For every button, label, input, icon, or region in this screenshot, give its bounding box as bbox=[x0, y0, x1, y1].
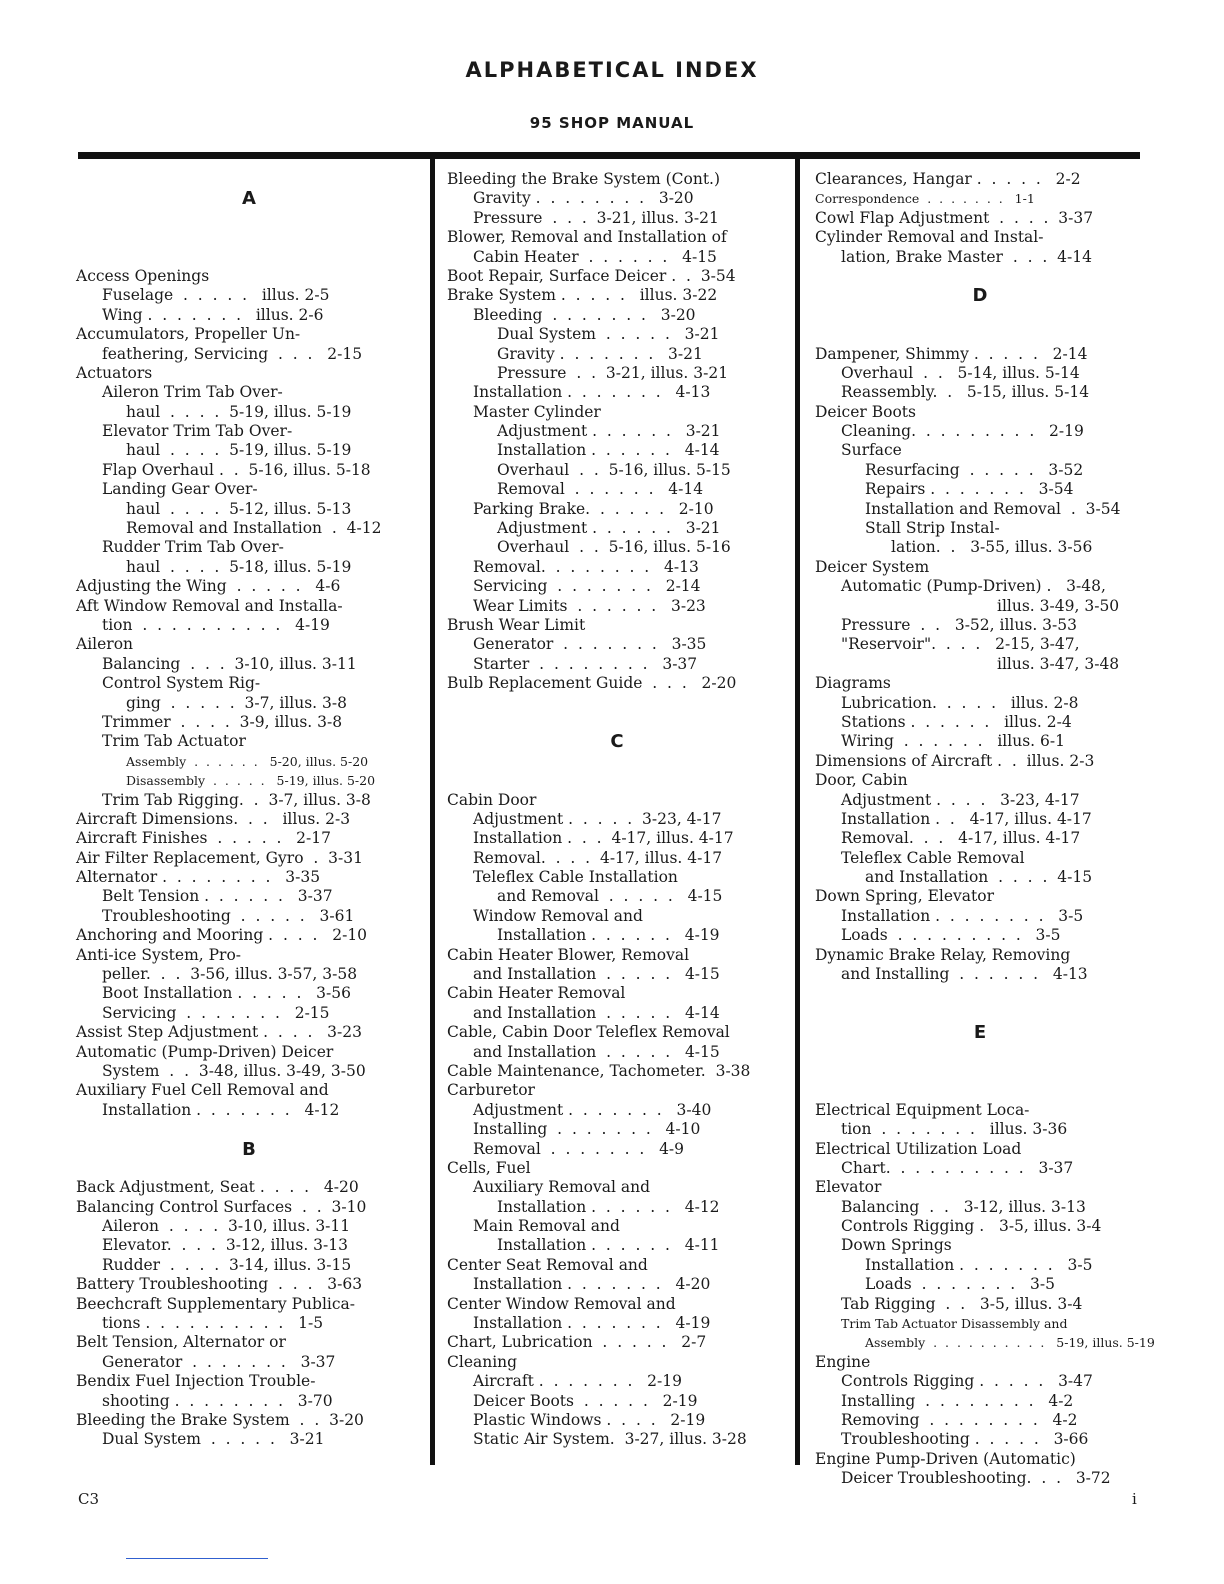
blank-line bbox=[76, 209, 422, 228]
index-subentry: Disassembly . . . . . 5-19, illus. 5-20 bbox=[126, 773, 376, 789]
index-subentry: Landing Gear Over- bbox=[102, 480, 258, 499]
index-subentry: and Installation . . . . . 4-14 bbox=[473, 1003, 720, 1022]
index-subentry: Loads . . . . . . . . . 3-5 bbox=[841, 926, 1061, 945]
index-entry: Anti-ice System, Pro- bbox=[76, 945, 242, 964]
index-entry: Cabin Heater Blower, Removal bbox=[447, 945, 690, 964]
index-subentry: Cleaning. . . . . . . . . 2-19 bbox=[841, 422, 1084, 441]
index-subentry: Assembly . . . . . . . . . . 5-19, illus. 5-19 bbox=[865, 1335, 1155, 1351]
index-entry: Cable Maintenance, Tachometer. 3-38 bbox=[447, 1061, 751, 1080]
index-subentry: Bleeding . . . . . . . 3-20 bbox=[473, 305, 696, 324]
index-entry: Access Openings bbox=[76, 266, 210, 285]
section-letter: B bbox=[242, 1138, 256, 1160]
index-subentry: Wing . . . . . . . illus. 2-6 bbox=[102, 305, 324, 324]
index-entry: Correspondence . . . . . . . 1-1 bbox=[815, 191, 1035, 207]
index-subentry: Surface bbox=[841, 441, 902, 460]
index-entry: Battery Troubleshooting . . . 3-63 bbox=[76, 1275, 363, 1294]
index-subentry: haul . . . . 5-12, illus. 5-13 bbox=[126, 499, 352, 518]
index-subentry: Installation . . . . . . 4-14 bbox=[497, 441, 720, 460]
index-subentry: Lubrication. . . . . illus. 2-8 bbox=[841, 693, 1079, 712]
index-subentry: Gravity . . . . . . . 3-21 bbox=[497, 344, 703, 363]
index-subentry: Generator . . . . . . . 3-35 bbox=[473, 635, 707, 654]
index-column-1 bbox=[76, 170, 422, 1450]
index-subentry: Installation . . . . . . 4-11 bbox=[497, 1236, 720, 1255]
index-subentry: "Reservoir". . . . 2-15, 3-47, bbox=[841, 635, 1080, 654]
index-entry: Auxiliary Fuel Cell Removal and bbox=[76, 1081, 329, 1100]
index-subentry: Installation . . . . . . . 4-13 bbox=[473, 383, 711, 402]
index-subentry: System . . 3-48, illus. 3-49, 3-50 bbox=[102, 1061, 366, 1080]
index-subentry: Plastic Windows . . . . 2-19 bbox=[473, 1411, 706, 1429]
index-subentry: Installation . . . . . . 4-12 bbox=[497, 1197, 720, 1216]
blank-line bbox=[447, 771, 787, 790]
index-entry: Actuators bbox=[76, 363, 153, 382]
index-entry: Alternator . . . . . . . . 3-35 bbox=[76, 868, 321, 887]
index-subentry: Generator . . . . . . . 3-37 bbox=[102, 1352, 336, 1371]
section-letter: C bbox=[610, 731, 624, 753]
index-entry: Engine Pump-Driven (Automatic) bbox=[815, 1449, 1076, 1468]
blank-line bbox=[447, 694, 787, 713]
section-letter: A bbox=[242, 188, 256, 210]
index-subentry: Boot Installation . . . . . 3-56 bbox=[102, 984, 351, 1003]
index-subentry: Stations . . . . . . illus. 2-4 bbox=[841, 712, 1072, 731]
index-subentry: Adjustment . . . . . . 3-21 bbox=[497, 422, 721, 441]
index-subentry: Flap Overhaul . . 5-16, illus. 5-18 bbox=[102, 460, 371, 479]
index-subentry: lation. . 3-55, illus. 3-56 bbox=[891, 538, 1093, 557]
index-subentry: Installation . . 4-17, illus. 4-17 bbox=[841, 809, 1092, 828]
index-entry: Blower, Removal and Installation of bbox=[447, 228, 727, 247]
index-entry: Accumulators, Propeller Un- bbox=[76, 325, 301, 344]
index-subentry: haul . . . . 5-19, illus. 5-19 bbox=[126, 402, 352, 421]
section-letter: D bbox=[972, 285, 988, 307]
blank-line bbox=[815, 1004, 1145, 1023]
index-entry: Engine bbox=[815, 1352, 871, 1371]
index-subentry: Adjustment . . . . 3-23, 4-17 bbox=[841, 790, 1080, 809]
index-subentry: Overhaul . . 5-14, illus. 5-14 bbox=[841, 363, 1080, 382]
index-subentry: Control System Rig- bbox=[102, 674, 261, 693]
index-entry: Aircraft Finishes . . . . . 2-17 bbox=[76, 829, 332, 848]
index-subentry: Deicer Troubleshooting. . . 3-72 bbox=[841, 1469, 1111, 1488]
index-subentry: Starter . . . . . . . . 3-37 bbox=[473, 654, 698, 673]
page-title: ALPHABETICAL INDEX bbox=[465, 58, 759, 82]
index-subentry: Rudder . . . . 3-14, illus. 3-15 bbox=[102, 1255, 352, 1274]
index-entry: Dampener, Shimmy . . . . . 2-14 bbox=[815, 344, 1088, 363]
index-subentry: Installation . . . . . . . 3-5 bbox=[865, 1255, 1093, 1274]
index-entry: Chart, Lubrication . . . . . 2-7 bbox=[447, 1333, 707, 1352]
index-entry: Dynamic Brake Relay, Removing bbox=[815, 945, 1071, 964]
blank-line bbox=[76, 1159, 422, 1178]
index-subentry: Controls Rigging . . . . . 3-47 bbox=[841, 1372, 1093, 1391]
index-subentry: Teleflex Cable Removal bbox=[841, 848, 1025, 867]
index-subentry: and Removal . . . . . 4-15 bbox=[497, 887, 723, 906]
index-subentry: Rudder Trim Tab Over- bbox=[102, 538, 284, 557]
index-subentry: illus. 3-47, 3-48 bbox=[997, 654, 1120, 673]
index-subentry: Master Cylinder bbox=[473, 402, 601, 421]
index-entry: Cowl Flap Adjustment . . . . 3-37 bbox=[815, 208, 1094, 227]
index-subentry: Wiring . . . . . . illus. 6-1 bbox=[841, 732, 1065, 751]
index-entry: Bleeding the Brake System . . 3-20 bbox=[76, 1411, 364, 1429]
index-entry: Clearances, Hangar . . . . . 2-2 bbox=[815, 170, 1081, 188]
index-entry: Brush Wear Limit bbox=[447, 615, 586, 634]
index-subentry: Installation . . . . . . . 4-19 bbox=[473, 1314, 711, 1333]
index-subentry: and Installation . . . . . 4-15 bbox=[473, 965, 720, 984]
index-subentry: Removing . . . . . . . . 4-2 bbox=[841, 1411, 1078, 1429]
index-column-2 bbox=[447, 170, 787, 1450]
index-subentry: and Installing . . . . . . 4-13 bbox=[841, 965, 1088, 984]
blank-line bbox=[815, 1043, 1145, 1062]
index-subentry: Removal . . . . . . . 4-9 bbox=[473, 1139, 685, 1158]
blank-line bbox=[815, 325, 1145, 344]
index-subentry: Pressure . . 3-52, illus. 3-53 bbox=[841, 615, 1077, 634]
index-entry: Beechcraft Supplementary Publica- bbox=[76, 1294, 356, 1313]
index-entry: Down Spring, Elevator bbox=[815, 887, 995, 906]
index-subentry: Aileron Trim Tab Over- bbox=[102, 383, 283, 402]
index-entry: Boot Repair, Surface Deicer . . 3-54 bbox=[447, 266, 736, 285]
index-entry: Cylinder Removal and Instal- bbox=[815, 228, 1044, 247]
index-entry: Cells, Fuel bbox=[447, 1158, 531, 1177]
index-subentry: Deicer Boots . . . . . 2-19 bbox=[473, 1391, 698, 1410]
blank-line bbox=[815, 1062, 1145, 1081]
index-subentry: Removal. . . . . . . . 4-13 bbox=[473, 557, 699, 576]
index-subentry: Stall Strip Instal- bbox=[865, 519, 1000, 538]
index-subentry: feathering, Servicing . . . 2-15 bbox=[102, 344, 363, 363]
index-subentry: Teleflex Cable Installation bbox=[473, 868, 678, 887]
index-subentry: Removal. . . 4-17, illus. 4-17 bbox=[841, 829, 1081, 848]
index-subentry: Adjustment . . . . . 3-23, 4-17 bbox=[473, 809, 722, 828]
index-entry: Center Seat Removal and bbox=[447, 1255, 648, 1274]
index-subentry: Removal and Installation . 4-12 bbox=[126, 519, 382, 538]
index-entry: Back Adjustment, Seat . . . . 4-20 bbox=[76, 1178, 359, 1197]
index-entry: Deicer Boots bbox=[815, 402, 916, 421]
index-subentry: Overhaul . . 5-16, illus. 5-16 bbox=[497, 538, 731, 557]
index-entry: Belt Tension, Alternator or bbox=[76, 1333, 286, 1352]
index-subentry: Installation . . . . . . . 4-12 bbox=[102, 1100, 340, 1119]
index-subentry: Installation . . . . . . . 4-20 bbox=[473, 1275, 711, 1294]
index-subentry: Tab Rigging . . 3-5, illus. 3-4 bbox=[841, 1294, 1083, 1313]
index-subentry: Servicing . . . . . . . 2-15 bbox=[102, 1003, 330, 1022]
index-subentry: Repairs . . . . . . . 3-54 bbox=[865, 480, 1074, 499]
index-subentry: Elevator Trim Tab Over- bbox=[102, 422, 293, 441]
index-subentry: Loads . . . . . . . 3-5 bbox=[865, 1275, 1055, 1294]
index-subentry: Adjustment . . . . . . 3-21 bbox=[497, 519, 721, 538]
index-subentry: Belt Tension . . . . . . 3-37 bbox=[102, 887, 333, 906]
index-subentry: Installation . . . 4-17, illus. 4-17 bbox=[473, 829, 734, 848]
index-entry: Adjusting the Wing . . . . . 4-6 bbox=[76, 577, 341, 596]
index-entry: Bulb Replacement Guide . . . 2-20 bbox=[447, 674, 737, 693]
index-entry: Door, Cabin bbox=[815, 771, 908, 790]
column-divider-2 bbox=[795, 155, 800, 1465]
index-entry: Bendix Fuel Injection Trouble- bbox=[76, 1372, 316, 1391]
index-entry: Cabin Door bbox=[447, 790, 537, 809]
blank-line bbox=[815, 306, 1145, 325]
index-entry: Electrical Utilization Load bbox=[815, 1139, 1022, 1158]
index-subentry: Troubleshooting . . . . . 3-66 bbox=[841, 1430, 1089, 1449]
index-entry: Aircraft Dimensions. . . illus. 2-3 bbox=[76, 809, 351, 828]
index-subentry: Balancing . . 3-12, illus. 3-13 bbox=[841, 1197, 1086, 1216]
index-subentry: peller. . . 3-56, illus. 3-57, 3-58 bbox=[102, 965, 358, 984]
page-code: C3 bbox=[78, 1490, 100, 1508]
index-entry: Center Window Removal and bbox=[447, 1294, 676, 1313]
index-entry: Cleaning bbox=[447, 1352, 518, 1371]
index-subentry: Installation . . . . . . . . 3-5 bbox=[841, 906, 1084, 925]
index-entry: Cabin Heater Removal bbox=[447, 984, 626, 1003]
index-subentry: Balancing . . . 3-10, illus. 3-11 bbox=[102, 654, 357, 673]
index-subentry: Controls Rigging . 3-5, illus. 3-4 bbox=[841, 1217, 1102, 1236]
section-letter: E bbox=[973, 1022, 987, 1044]
index-entry: Dimensions of Aircraft . . illus. 2-3 bbox=[815, 751, 1095, 770]
index-subentry: illus. 3-49, 3-50 bbox=[997, 596, 1120, 615]
blank-line bbox=[76, 248, 422, 267]
index-entry: Deicer System bbox=[815, 557, 930, 576]
index-entry: Aft Window Removal and Installa- bbox=[76, 596, 343, 615]
header-rule bbox=[78, 152, 1140, 159]
index-subentry: tion . . . . . . . . . . 4-19 bbox=[102, 615, 330, 634]
index-subentry: Installation . . . . . . 4-19 bbox=[497, 926, 720, 945]
index-entry: Carburetor bbox=[447, 1081, 535, 1100]
index-subentry: haul . . . . 5-19, illus. 5-19 bbox=[126, 441, 352, 460]
index-subentry: Dual System . . . . . 3-21 bbox=[102, 1430, 325, 1449]
index-subentry: Installing . . . . . . . 4-10 bbox=[473, 1120, 701, 1139]
index-subentry: Wear Limits . . . . . . 3-23 bbox=[473, 596, 706, 615]
blank-line bbox=[815, 267, 1145, 286]
index-subentry: Elevator. . . . 3-12, illus. 3-13 bbox=[102, 1236, 348, 1255]
index-subentry: haul . . . . 5-18, illus. 5-19 bbox=[126, 557, 352, 576]
index-subentry: Removal . . . . . . 4-14 bbox=[497, 480, 704, 499]
index-subentry: Pressure . . . 3-21, illus. 3-21 bbox=[473, 208, 719, 227]
index-subentry: Aileron . . . . 3-10, illus. 3-11 bbox=[102, 1217, 351, 1236]
blank-line bbox=[76, 170, 422, 189]
index-entry: Brake System . . . . . illus. 3-22 bbox=[447, 286, 718, 305]
index-entry: Assist Step Adjustment . . . . 3-23 bbox=[76, 1023, 363, 1042]
index-entry: Aileron bbox=[76, 635, 134, 654]
index-entry: Bleeding the Brake System (Cont.) bbox=[447, 170, 721, 188]
index-entry: Automatic (Pump-Driven) Deicer bbox=[76, 1042, 334, 1061]
index-entry: Anchoring and Mooring . . . . 2-10 bbox=[76, 926, 368, 945]
index-subentry: Assembly . . . . . . 5-20, illus. 5-20 bbox=[126, 753, 369, 769]
index-subentry: Static Air System. 3-27, illus. 3-28 bbox=[473, 1430, 747, 1449]
column-divider-1 bbox=[430, 155, 435, 1465]
index-subentry: Trim Tab Actuator Disassembly and bbox=[841, 1316, 1068, 1332]
index-subentry: lation, Brake Master . . . 4-14 bbox=[841, 247, 1092, 266]
blank-line bbox=[815, 1081, 1145, 1100]
index-subentry: Down Springs bbox=[841, 1236, 952, 1255]
index-entry: Air Filter Replacement, Gyro . 3-31 bbox=[76, 848, 363, 867]
blank-line bbox=[447, 752, 787, 771]
index-subentry: Overhaul . . 5-16, illus. 5-15 bbox=[497, 460, 731, 479]
index-subentry: Main Removal and bbox=[473, 1217, 620, 1236]
index-subentry: Installing . . . . . . . . 4-2 bbox=[841, 1391, 1074, 1410]
index-subentry: and Installation . . . . 4-15 bbox=[865, 868, 1093, 887]
index-subentry: Troubleshooting . . . . . 3-61 bbox=[102, 906, 355, 925]
index-subentry: tion . . . . . . . illus. 3-36 bbox=[841, 1120, 1068, 1139]
index-subentry: Removal. . . . 4-17, illus. 4-17 bbox=[473, 848, 723, 867]
index-subentry: Dual System . . . . . 3-21 bbox=[497, 325, 720, 344]
index-subentry: ging . . . . . 3-7, illus. 3-8 bbox=[126, 693, 347, 712]
index-subentry: Chart. . . . . . . . . . 3-37 bbox=[841, 1158, 1074, 1177]
index-subentry: Window Removal and bbox=[473, 906, 643, 925]
link-underline bbox=[126, 1558, 268, 1559]
index-subentry: Trim Tab Rigging. . 3-7, illus. 3-8 bbox=[102, 790, 371, 809]
index-subentry: and Installation . . . . . 4-15 bbox=[473, 1042, 720, 1061]
index-subentry: Installation and Removal . 3-54 bbox=[865, 499, 1121, 518]
index-subentry: Pressure . . 3-21, illus. 3-21 bbox=[497, 363, 729, 382]
blank-line bbox=[76, 1120, 422, 1139]
index-entry: Electrical Equipment Loca- bbox=[815, 1100, 1030, 1119]
page-number: i bbox=[1132, 1490, 1137, 1508]
index-subentry: shooting . . . . . . . . 3-70 bbox=[102, 1391, 333, 1410]
index-entry: Cable, Cabin Door Teleflex Removal bbox=[447, 1023, 730, 1042]
blank-line bbox=[815, 984, 1145, 1003]
index-subentry: Auxiliary Removal and bbox=[473, 1178, 651, 1197]
index-subentry: Adjustment . . . . . . . 3-40 bbox=[473, 1100, 712, 1119]
blank-line bbox=[447, 713, 787, 732]
index-subentry: Fuselage . . . . . illus. 2-5 bbox=[102, 286, 330, 305]
index-subentry: Trimmer . . . . 3-9, illus. 3-8 bbox=[102, 712, 343, 731]
index-subentry: Parking Brake. . . . . . 2-10 bbox=[473, 499, 714, 518]
index-subentry: Trim Tab Actuator bbox=[102, 732, 246, 751]
index-subentry: Automatic (Pump-Driven) . 3-48, bbox=[841, 577, 1106, 596]
index-column-3 bbox=[815, 170, 1155, 1489]
index-subentry: Aircraft . . . . . . . 2-19 bbox=[473, 1372, 683, 1391]
index-subentry: Reassembly. . 5-15, illus. 5-14 bbox=[841, 383, 1090, 402]
index-entry: Elevator bbox=[815, 1178, 882, 1197]
blank-line bbox=[76, 228, 422, 247]
index-subentry: Servicing . . . . . . . 2-14 bbox=[473, 577, 701, 596]
page-subtitle: 95 SHOP MANUAL bbox=[529, 114, 695, 132]
index-entry: Diagrams bbox=[815, 674, 891, 693]
index-subentry: Gravity . . . . . . . . 3-20 bbox=[473, 189, 694, 208]
index-subentry: Resurfacing . . . . . 3-52 bbox=[865, 460, 1084, 479]
index-entry: Balancing Control Surfaces . . 3-10 bbox=[76, 1197, 367, 1216]
index-subentry: Cabin Heater . . . . . . 4-15 bbox=[473, 247, 717, 266]
index-subentry: tions . . . . . . . . . . 1-5 bbox=[102, 1314, 324, 1333]
